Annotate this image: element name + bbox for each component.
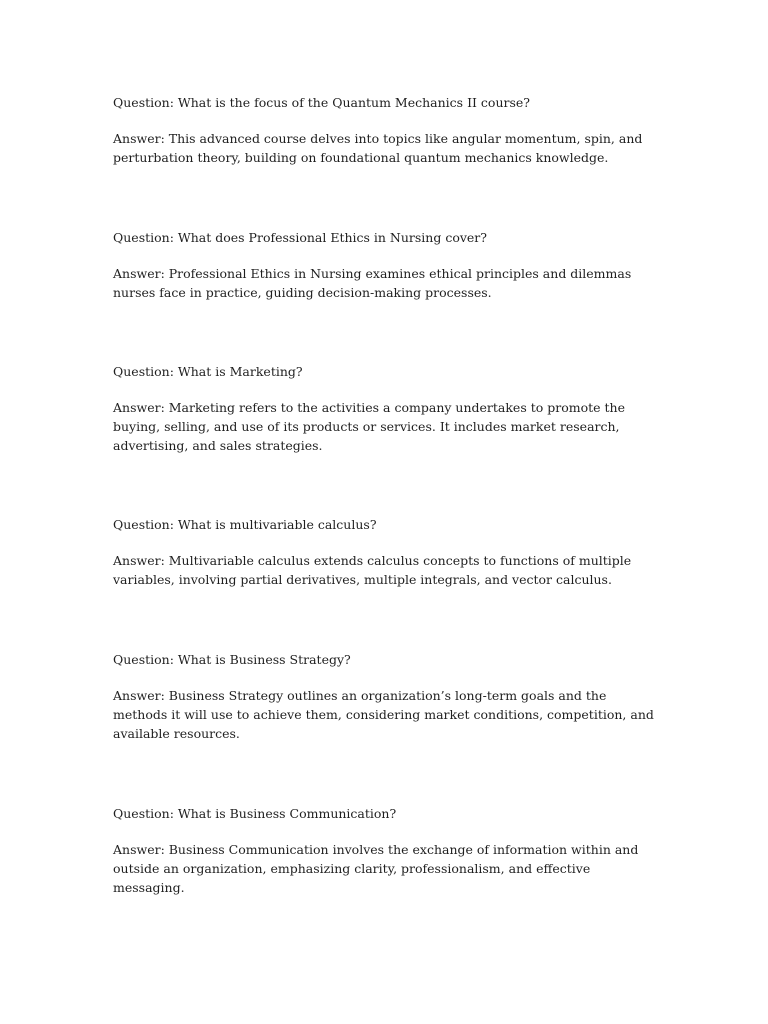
qa-item-nursing-ethics — [113, 228, 658, 302]
question-text: Question: What is the focus of the Quantum Mechanics II course? — [113, 95, 530, 110]
qa-item-quantum-mechanics — [113, 93, 658, 167]
question-text: Question: What is multivariable calculus? — [113, 517, 377, 532]
answer-text: Answer: Business Communication involves the exchange of information within and outside an organization, emphasizing clarity, professionalism, and effective messaging. — [113, 842, 639, 895]
question-text: Question: What is Business Communication? — [113, 806, 397, 821]
qa-item-business-communication — [113, 804, 658, 897]
qa-item-marketing — [113, 362, 658, 455]
answer-text: Answer: Business Strategy outlines an organization’s long-term goals and the methods it will use to achieve them, considering market conditions, competition, and available resources. — [113, 688, 654, 741]
question-text: Question: What is Marketing? — [113, 364, 303, 379]
qa-item-multivariable-calculus — [113, 515, 658, 589]
answer-text: Answer: Professional Ethics in Nursing examines ethical principles and dilemmas nurses face in practice, guiding decision-making processes. — [113, 266, 632, 300]
answer-text: Answer: Multivariable calculus extends calculus concepts to functions of multiple variables, involving partial derivatives, multiple integrals, and vector calculus. — [113, 553, 632, 587]
answer-text: Answer: Marketing refers to the activities a company undertakes to promote the buying, selling, and use of its products or services. It includes market research, advertising, and sales strategies. — [113, 400, 625, 453]
answer-text: Answer: This advanced course delves into topics like angular momentum, spin, and perturbation theory, building on foundational quantum mechanics knowledge. — [113, 131, 643, 165]
question-text: Question: What does Professional Ethics in Nursing cover? — [113, 230, 487, 245]
qa-item-business-strategy — [113, 650, 658, 743]
question-text: Question: What is Business Strategy? — [113, 652, 351, 667]
